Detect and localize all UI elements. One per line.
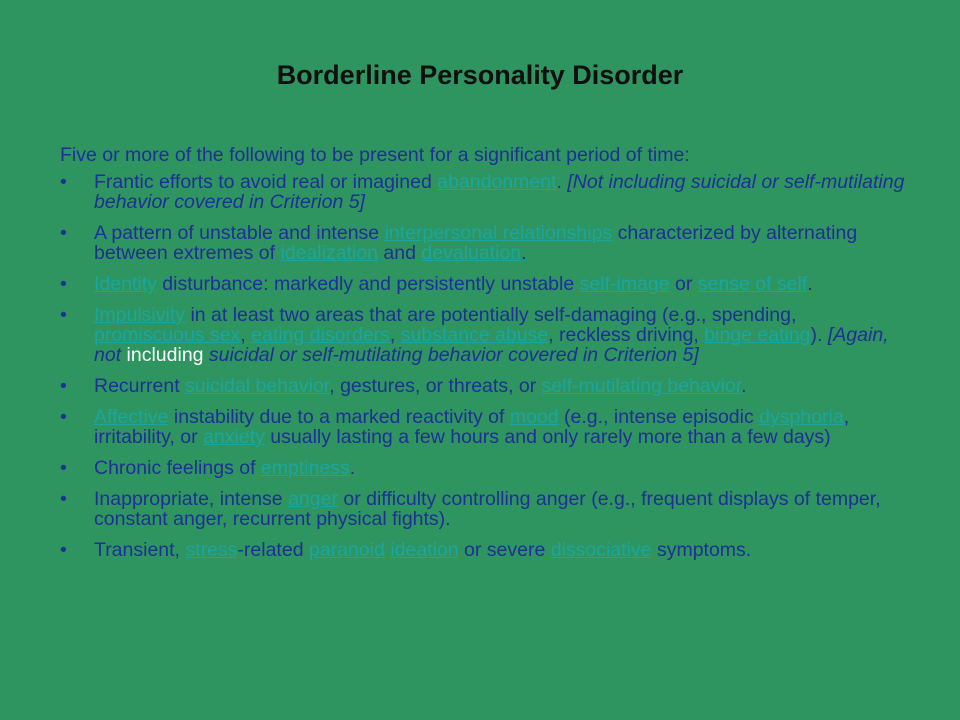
bullet-icon: • — [60, 222, 67, 244]
text-segment: A pattern of unstable and intense — [94, 222, 385, 244]
text-segment: Recurrent — [94, 375, 186, 397]
slide-title: Borderline Personality Disorder — [276, 60, 684, 90]
text-segment: . — [556, 171, 568, 193]
criteria-list — [60, 172, 910, 560]
text-segment: in at least two areas that are potentially self-damaging (e.g., spending, — [185, 304, 797, 326]
text-segment: , gestures, or threats, or — [329, 375, 542, 397]
criterion-note: suicidal or self-mutilating behavior covered in Criterion 5] — [203, 344, 699, 366]
text-segment: disturbance: markedly and persistently unstable — [156, 273, 580, 295]
bullet-icon: • — [60, 171, 67, 193]
link-abandonment[interactable]: abandonment — [437, 171, 557, 193]
criterion-note: [Again, not — [94, 324, 889, 366]
criterion-dissociation — [60, 540, 910, 560]
link-mood[interactable]: mood — [509, 406, 559, 428]
criterion-abandonment — [60, 172, 910, 212]
text-segment: -related — [237, 539, 309, 561]
criterion-identity — [60, 274, 910, 294]
link-impulsivity[interactable]: Impulsivity — [94, 304, 186, 326]
text-segment: Chronic feelings of — [94, 457, 261, 479]
link-suicidal-behavior[interactable]: suicidal behavior — [185, 375, 330, 397]
link-self-mutilating-behavior[interactable]: self-mutilating behavior — [541, 375, 742, 397]
text-segment: . — [807, 273, 813, 295]
criterion-affective-instability — [60, 407, 910, 447]
link-self-image[interactable]: self-image — [579, 273, 670, 295]
criterion-emptiness — [60, 458, 910, 478]
text-segment: (e.g., intense episodic — [558, 406, 760, 428]
bullet-icon: • — [60, 457, 67, 479]
text-segment: symptoms. — [651, 539, 752, 561]
link-sense-of-self[interactable]: sense of self — [697, 273, 808, 295]
link-affective[interactable]: Affective — [94, 406, 169, 428]
link-anger[interactable]: anger — [288, 488, 338, 510]
text-segment: instability due to a marked reactivity of — [168, 406, 510, 428]
text-segment: or difficulty controlling anger (e.g., frequent displays of temper, constant anger, recurrent physical fights). — [94, 488, 881, 530]
criterion-suicidal-behavior — [60, 376, 910, 396]
text-segment: Transient, — [94, 539, 186, 561]
bullet-icon: • — [60, 375, 67, 397]
link-interpersonal-relationships[interactable]: interpersonal relationships — [384, 222, 613, 244]
bullet-icon: • — [60, 539, 67, 561]
link-emptiness[interactable]: emptiness — [260, 457, 350, 479]
text-segment: , reckless driving, — [548, 324, 705, 346]
text-segment: ). — [810, 324, 828, 346]
text-segment: and — [378, 242, 422, 264]
text-segment: Inappropriate, intense — [94, 488, 289, 510]
text-segment: usually lasting a few hours and only rarely more than a few days) — [264, 426, 831, 448]
criterion-note: [Not including suicidal or self-mutilating behavior covered in Criterion 5] — [94, 171, 905, 213]
intro-text: Five or more of the following to be present for a significant period of time: — [60, 144, 690, 166]
bullet-icon: • — [60, 273, 67, 295]
text-segment: characterized by alternating between extremes of — [94, 222, 858, 264]
link-binge-eating[interactable]: binge eating — [704, 324, 811, 346]
link-stress[interactable]: stress — [185, 539, 238, 561]
text-segment: or severe — [458, 539, 551, 561]
link-dysphoria[interactable]: dysphoria — [759, 406, 844, 428]
criterion-anger — [60, 489, 910, 529]
text-segment: , — [240, 324, 252, 346]
bullet-icon: • — [60, 304, 67, 326]
link-dissociative[interactable]: dissociative — [550, 539, 652, 561]
link-devaluation[interactable]: devaluation — [421, 242, 522, 264]
text-segment: . — [741, 375, 747, 397]
text-segment: . — [349, 457, 356, 479]
bullet-icon: • — [60, 406, 67, 428]
text-segment: Frantic efforts to avoid real or imagined — [94, 171, 438, 193]
link-idealization[interactable]: idealization — [280, 242, 379, 264]
link-eating-disorders[interactable]: eating disorders — [251, 324, 390, 346]
text-segment: . — [521, 242, 527, 264]
link-substance-abuse[interactable]: substance abuse — [400, 324, 549, 346]
text-segment: , — [389, 324, 401, 346]
link-anxiety[interactable]: anxiety — [203, 426, 265, 448]
text-segment: , irritability, or — [94, 406, 850, 448]
highlighted-word: including — [126, 344, 204, 366]
bullet-icon: • — [60, 488, 67, 510]
link-ideation[interactable]: ideation — [390, 539, 459, 561]
link-promiscuous-sex[interactable]: promiscuous sex — [94, 324, 241, 346]
link-identity[interactable]: Identity — [94, 273, 157, 295]
criterion-relationships — [60, 223, 910, 263]
link-paranoid[interactable]: paranoid — [308, 539, 385, 561]
text-segment: or — [669, 273, 698, 295]
slide-body — [60, 145, 910, 571]
criterion-impulsivity — [60, 305, 910, 365]
